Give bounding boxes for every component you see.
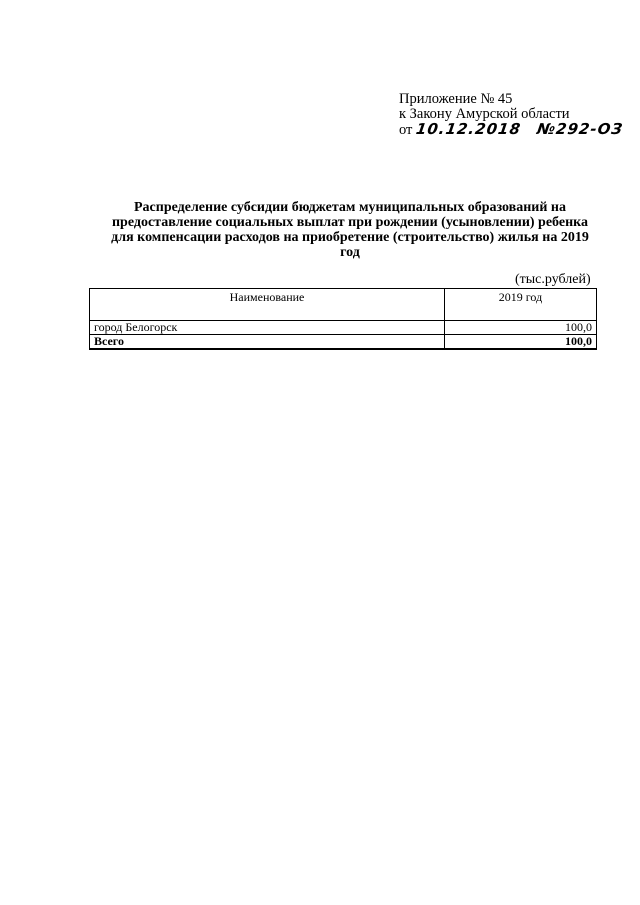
appendix-number: Приложение № 45 [399,91,513,107]
appendix-law: к Закону Амурской области [399,106,570,122]
handwritten-number: №292-ОЗ [535,120,624,138]
document-title: Распределение субсидии бюджетам муниципальных образований на предоставление социальных выплат при рождении (усыновлении) ребенка для компенсации расходов на приобретение (строительство) жилья на 2019 год [111,200,589,260]
table-header-row [90,289,597,321]
row-name: город Белогорск [90,321,445,335]
header-name: Наименование [90,289,445,321]
total-label: Всего [90,335,445,350]
total-value: 100,0 [445,335,597,350]
appendix-note [399,92,623,138]
unit-label: (тыс.рублей) [515,272,591,287]
date-prefix: от [399,122,413,138]
table-total-row [90,335,597,350]
handwritten-date: 10.12.2018 [414,120,523,138]
header-year: 2019 год [445,289,597,321]
subsidy-table [89,288,597,350]
row-value: 100,0 [445,321,597,335]
appendix-date-line [399,122,623,138]
table-row [90,321,597,335]
